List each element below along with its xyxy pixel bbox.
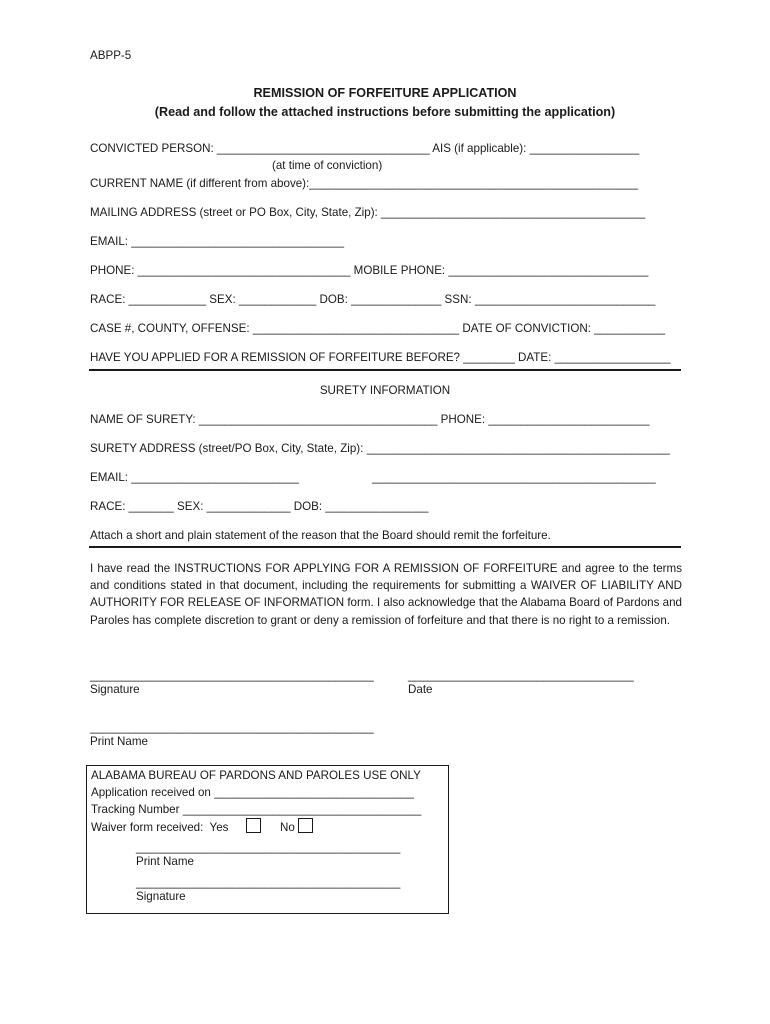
office-signature-label: Signature bbox=[136, 890, 186, 903]
waiver-no-checkbox[interactable] bbox=[298, 818, 313, 833]
office-print-name-line[interactable]: _________________________________________ bbox=[136, 841, 401, 854]
office-print-name-label: Print Name bbox=[136, 855, 194, 868]
phone-field[interactable]: PHONE: _________________________________ MOBILE PHONE: _______________________________ bbox=[90, 264, 649, 277]
surety-extra-line[interactable]: ____________________________________________ bbox=[372, 471, 656, 484]
attach-statement-note: Attach a short and plain statement of the reason that the Board should remit the forfeiture. bbox=[90, 529, 551, 542]
surety-name-field[interactable]: NAME OF SURETY: _____________________________________ PHONE: _________________________ bbox=[90, 413, 650, 426]
surety-race-sex-dob-field[interactable]: RACE: _______ SEX: _____________ DOB: ________________ bbox=[90, 500, 429, 513]
section-divider bbox=[89, 369, 681, 371]
surety-address-field[interactable]: SURETY ADDRESS (street/PO Box, City, State, Zip): _______________________________________________ bbox=[90, 442, 670, 455]
office-use-box bbox=[86, 765, 449, 914]
acknowledgment-text: I have read the INSTRUCTIONS FOR APPLYING FOR A REMISSION OF FORFEITURE and agree to the terms and conditions stated in that document, including the requirements for submitting a WAIVER OF LIABILITY AND AUTHORITY FOR RELEASE OF INFORMATION form. I also acknowledge that the Alabama Board of Pardons and Paroles has complete discretion to grant or deny a remission of forfeiture and that there is no right to a remission. bbox=[90, 562, 682, 627]
form-title: REMISSION OF FORFEITURE APPLICATION bbox=[253, 86, 517, 100]
email-field[interactable]: EMAIL: _________________________________ bbox=[90, 235, 345, 248]
mailing-address-field[interactable]: MAILING ADDRESS (street or PO Box, City, State, Zip): _________________________________________ bbox=[90, 206, 646, 219]
convicted-person-field[interactable]: CONVICTED PERSON: _________________________________ AIS (if applicable): _________________ bbox=[90, 142, 640, 155]
print-name-line[interactable]: ____________________________________________ bbox=[90, 721, 374, 734]
form-id: ABPP-5 bbox=[90, 49, 132, 62]
date-label: Date bbox=[408, 683, 433, 696]
at-time-note: (at time of conviction) bbox=[272, 159, 383, 172]
surety-email-field[interactable]: EMAIL: __________________________ bbox=[90, 471, 299, 484]
surety-heading: SURETY INFORMATION bbox=[319, 384, 451, 397]
print-name-label: Print Name bbox=[90, 735, 148, 748]
signature-label: Signature bbox=[90, 683, 140, 696]
waiver-label: Waiver form received: Yes bbox=[91, 821, 229, 834]
prior-application-field[interactable]: HAVE YOU APPLIED FOR A REMISSION OF FORFEITURE BEFORE? ________ DATE: __________________ bbox=[90, 351, 671, 364]
race-sex-dob-ssn-field[interactable]: RACE: ____________ SEX: ____________ DOB: ______________ SSN: ____________________________ bbox=[90, 293, 656, 306]
waiver-no-label: No bbox=[280, 821, 295, 834]
signature-line[interactable]: ____________________________________________ bbox=[90, 669, 374, 682]
date-line[interactable]: ___________________________________ bbox=[408, 669, 634, 682]
tracking-number-field[interactable]: Tracking Number _____________________________________ bbox=[91, 803, 422, 816]
section-divider bbox=[89, 546, 681, 548]
current-name-field[interactable]: CURRENT NAME (if different from above):___________________________________________________ bbox=[90, 177, 639, 190]
waiver-yes-checkbox[interactable] bbox=[246, 818, 261, 833]
office-use-heading: ALABAMA BUREAU OF PARDONS AND PAROLES USE ONLY bbox=[91, 769, 421, 782]
application-received-field[interactable]: Application received on _______________________________ bbox=[91, 786, 414, 799]
office-signature-line[interactable]: _________________________________________ bbox=[136, 876, 401, 889]
case-offense-field[interactable]: CASE #, COUNTY, OFFENSE: ________________________________ DATE OF CONVICTION: ___________ bbox=[90, 322, 666, 335]
form-subtitle: (Read and follow the attached instructions before submitting the application) bbox=[154, 105, 616, 119]
